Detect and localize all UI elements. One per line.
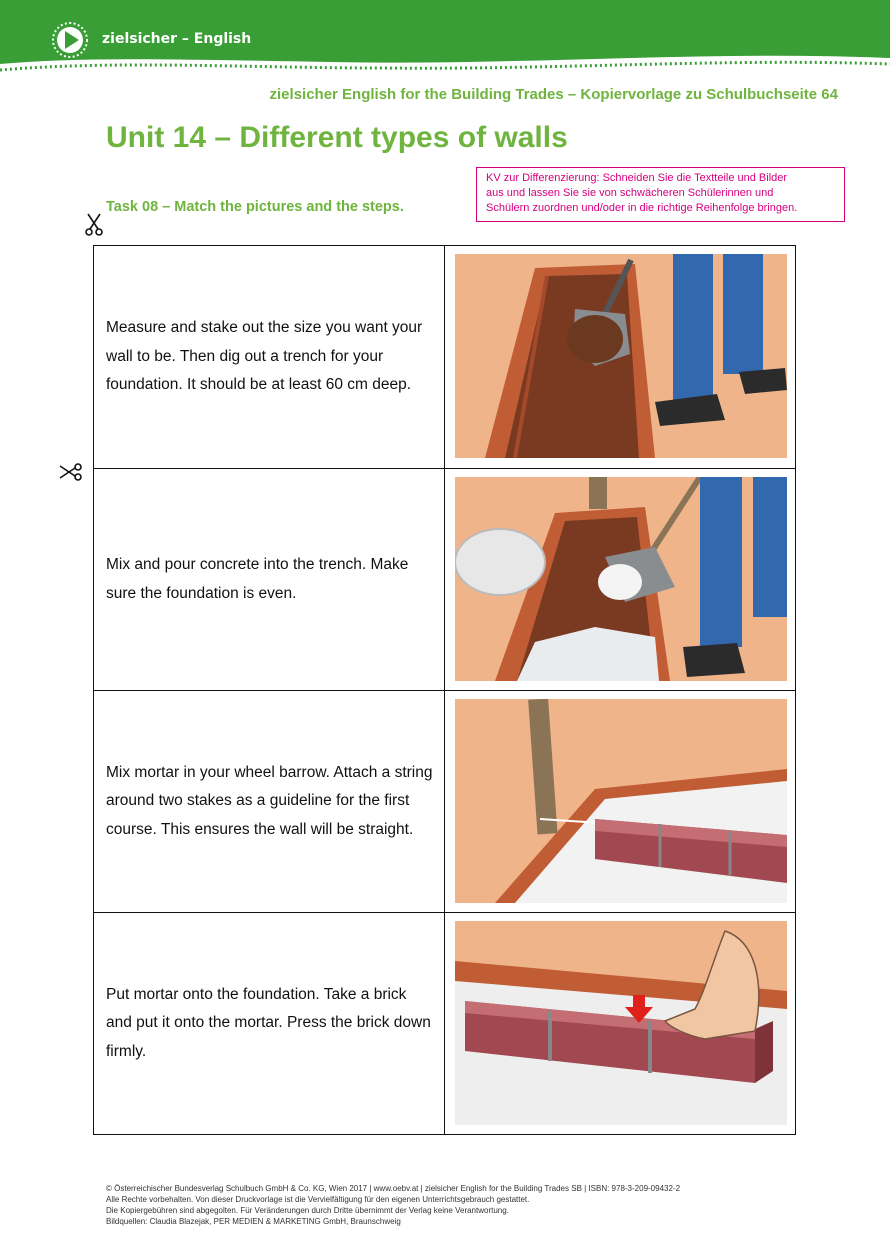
step-picture-cell	[445, 469, 795, 690]
note-line: Schülern zuordnen und/oder in die richtige Reihenfolge bringen.	[486, 202, 798, 214]
step-text: Put mortar onto the foundation. Take a brick and put it onto the mortar. Press the brick down firmly.	[106, 985, 431, 1060]
step-text-cell	[94, 691, 445, 912]
step-text: Measure and stake out the size you want your wall to be. Then dig out a trench for your foundation. It should be at least 60 cm deep.	[106, 319, 423, 394]
step-row	[94, 468, 795, 690]
note-line: aus und lassen Sie sie von schwächeren Schülerinnen und	[486, 187, 774, 199]
step-picture-cell	[445, 691, 795, 912]
page-title: Unit 14 – Different types of walls	[106, 121, 568, 154]
pouring-concrete-illustration	[455, 477, 787, 681]
differentiation-note	[476, 167, 845, 222]
step-picture-cell	[445, 246, 795, 468]
footer-line: Bildquellen: Claudia Blazejak, PER MEDIEN & MARKETING GmbH, Braunschweig	[106, 1217, 401, 1226]
step-row	[94, 246, 795, 468]
steps-table	[93, 245, 796, 1135]
page-subtitle: zielsicher English for the Building Trades – Kopiervorlage zu Schulbuchseite 64	[269, 86, 838, 103]
step-text: Mix mortar in your wheel barrow. Attach a string around two stakes as a guideline for the first course. This ensures the wall will be straight.	[106, 763, 433, 838]
step-picture-cell	[445, 913, 795, 1134]
step-text-cell	[94, 469, 445, 690]
footer-line: Alle Rechte vorbehalten. Von dieser Druckvorlage ist die Vervielfältigung für den eigenen Unterrichtsgebrauch gestattet.	[106, 1195, 530, 1204]
scissors-icon	[58, 460, 82, 484]
digging-trench-illustration	[455, 254, 787, 458]
footer-line: © Österreichischer Bundesverlag Schulbuch GmbH & Co. KG, Wien 2017 | www.oebv.at | zielsicher English for the Building Trades SB | ISBN: 978-3-209-09432-2	[106, 1184, 681, 1193]
brand-name: zielsicher – English	[102, 31, 252, 47]
step-text: Mix and pour concrete into the trench. Make sure the foundation is even.	[106, 556, 409, 602]
task-title: Task 08 – Match the pictures and the steps.	[106, 199, 404, 215]
laying-brick-illustration	[455, 921, 787, 1125]
brand-logo-icon	[50, 20, 90, 60]
step-row	[94, 912, 795, 1134]
footer-line: Die Kopiergebühren sind abgegolten. Für Veränderungen durch Dritte übernimmt der Verlag keine Verantwortung.	[106, 1206, 509, 1215]
scissors-icon	[82, 212, 106, 236]
step-text-cell	[94, 913, 445, 1134]
step-text-cell	[94, 246, 445, 468]
string-guideline-illustration	[455, 699, 787, 903]
note-line: KV zur Differenzierung: Schneiden Sie die Textteile und Bilder	[486, 172, 788, 184]
footer-credits	[106, 1183, 680, 1227]
step-row	[94, 690, 795, 912]
